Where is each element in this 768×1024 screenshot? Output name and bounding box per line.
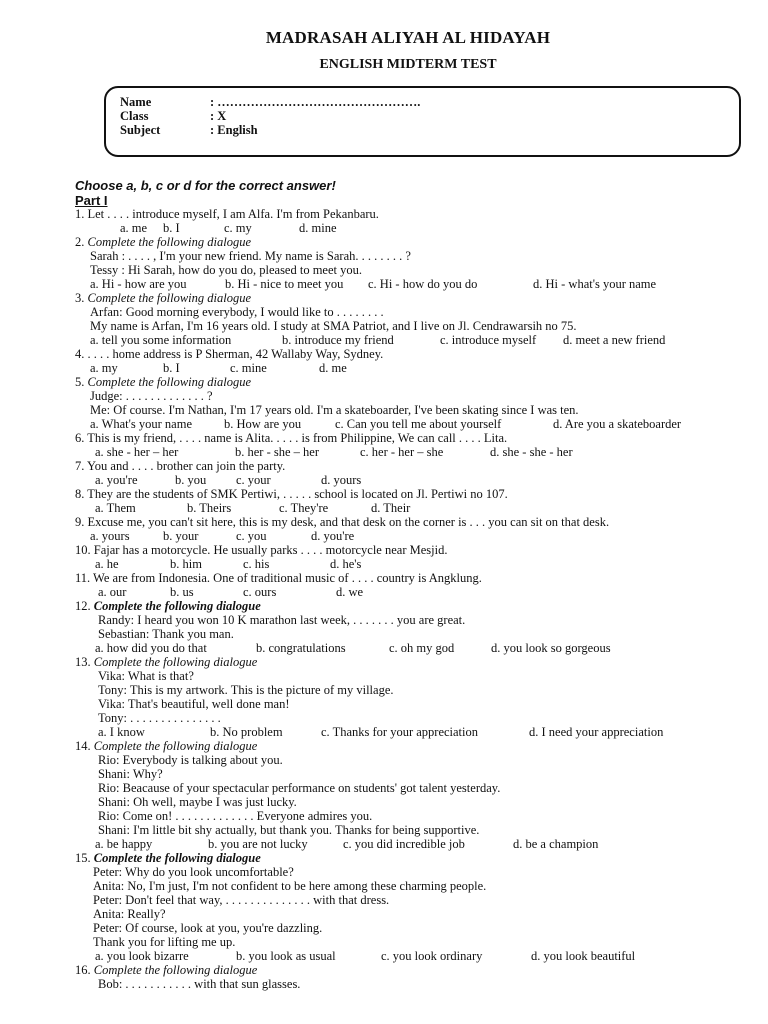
instruction-text: Choose a, b, c or d for the correct answer! (75, 178, 336, 193)
part-heading: Part I (75, 193, 108, 208)
question-number: 14. (75, 739, 94, 753)
answer-option[interactable]: c. Thanks for your appreciation (321, 725, 479, 739)
question-number: 15. (75, 851, 94, 865)
question-text: Rio: Come on! . . . . . . . . . . . . . Everyone admires you. (98, 809, 373, 823)
answer-option[interactable]: d. I need your appreciation (529, 725, 664, 739)
answer-option[interactable]: a. tell you some information (90, 333, 232, 347)
answer-option[interactable]: a. I know (98, 725, 145, 739)
answer-options (0, 473, 768, 487)
answer-option[interactable]: a. my (90, 361, 118, 375)
question-heading (75, 963, 257, 977)
question-number: 5. (75, 375, 88, 389)
question-text: Shani: Oh well, maybe I was just lucky. (98, 795, 297, 809)
answer-option[interactable]: c. his (243, 557, 270, 571)
question-heading (75, 655, 257, 669)
answer-option[interactable]: a. What's your name (90, 417, 192, 431)
answer-option[interactable]: b. Theirs (187, 501, 232, 515)
question-instruction: Complete the following dialogue (93, 963, 258, 977)
answer-options (0, 221, 768, 235)
answer-option[interactable]: d. you look beautiful (531, 949, 636, 963)
answer-option[interactable]: a. Hi - how are you (90, 277, 187, 291)
question-text: Rio: Everybody is talking about you. (98, 753, 283, 767)
answer-option[interactable]: a. he (95, 557, 119, 571)
answer-option[interactable]: d. Their (371, 501, 411, 515)
question-instruction: Complete the following dialogue (87, 375, 252, 389)
school-title: MADRASAH ALIYAH AL HIDAYAH (265, 28, 551, 47)
question-text: Sarah : . . . . , I'm your new friend. My name is Sarah. . . . . . . . ? (90, 249, 411, 263)
question-heading (75, 375, 251, 389)
question-text: 9. Excuse me, you can't sit here, this is my desk, and that desk on the corner is . . . you can sit on that desk. (75, 515, 610, 529)
answer-options (0, 949, 768, 963)
answer-option[interactable]: b. introduce my friend (282, 333, 394, 347)
answer-options (0, 529, 768, 543)
question-instruction: Complete the following dialogue (87, 291, 252, 305)
question-text: 4. . . . . home address is P Sherman, 42 Wallaby Way, Sydney. (75, 347, 384, 361)
answer-option[interactable]: b. How are you (224, 417, 302, 431)
question-text: Shani: I'm little bit shy actually, but thank you. Thanks for being supportive. (98, 823, 480, 837)
answer-option[interactable]: d. she - she - her (490, 445, 573, 459)
name-label: Name (120, 95, 152, 109)
question-text: 6. This is my friend, . . . . name is Alita. . . . . is from Philippine, We can call . . . . Lita. (75, 431, 508, 445)
answer-option[interactable]: b. your (163, 529, 199, 543)
answer-option[interactable]: d. he's (330, 557, 362, 571)
answer-option[interactable]: d. me (319, 361, 347, 375)
answer-option[interactable]: a. how did you do that (95, 641, 207, 655)
answer-option[interactable]: b. you look as usual (236, 949, 336, 963)
question-text: Arfan: Good morning everybody, I would like to . . . . . . . . (90, 305, 384, 319)
question-number: 12. (75, 599, 94, 613)
question-text: Anita: Really? (93, 907, 166, 921)
answer-option[interactable]: a. yours (90, 529, 130, 543)
answer-options (0, 725, 768, 739)
subject-label: Subject (120, 123, 161, 137)
test-title: ENGLISH MIDTERM TEST (319, 57, 497, 72)
answer-options (0, 585, 768, 599)
answer-option[interactable]: a. she - her – her (95, 445, 179, 459)
answer-option[interactable]: b. you are not lucky (208, 837, 308, 851)
question-text: Rio: Beacause of your spectacular performance on students' got talent yesterday. (98, 781, 501, 795)
question-heading (75, 851, 261, 865)
question-text: 8. They are the students of SMK Pertiwi, . . . . . school is located on Jl. Pertiwi no 107. (75, 487, 508, 501)
answer-options (0, 557, 768, 571)
answer-option[interactable]: c. Can you tell me about yourself (335, 417, 502, 431)
answer-options (0, 501, 768, 515)
answer-options (0, 417, 768, 431)
question-text: Tessy : Hi Sarah, how do you do, pleased to meet you. (90, 263, 362, 277)
class-label: Class (120, 109, 149, 123)
answer-option[interactable]: c. ours (243, 585, 277, 599)
question-text: Peter: Why do you look uncomfortable? (93, 865, 294, 879)
answer-option[interactable]: c. you (236, 529, 267, 543)
question-text: Peter: Of course, look at you, you're dazzling. (93, 921, 323, 935)
question-heading (75, 599, 261, 613)
question-number: 16. (75, 963, 94, 977)
question-instruction: Complete the following dialogue (87, 235, 252, 249)
question-number: 2. (75, 235, 88, 249)
answer-option[interactable]: b. No problem (210, 725, 283, 739)
question-text: Vika: What is that? (98, 669, 194, 683)
question-text: Peter: Don't feel that way, . . . . . . . . . . . . . . with that dress. (93, 893, 390, 907)
question-text: Bob: . . . . . . . . . . . with that sun glasses. (98, 977, 301, 991)
answer-option[interactable]: a. be happy (95, 837, 153, 851)
answer-options (0, 445, 768, 459)
answer-options (0, 277, 768, 291)
question-text: Sebastian: Thank you man. (98, 627, 234, 641)
class-value: : X (210, 109, 227, 123)
question-text: Thank you for lifting me up. (93, 935, 236, 949)
question-heading (75, 739, 257, 753)
question-instruction: Complete the following dialogue (93, 599, 261, 613)
answer-option[interactable]: d. be a champion (513, 837, 599, 851)
question-instruction: Complete the following dialogue (93, 739, 258, 753)
question-text: 7. You and . . . . brother can join the party. (75, 459, 286, 473)
answer-option[interactable]: a. Them (95, 501, 136, 515)
answer-option[interactable]: b. you (175, 473, 207, 487)
answer-option[interactable]: c. you did incredible job (343, 837, 465, 851)
question-instruction: Complete the following dialogue (93, 655, 258, 669)
question-text: Tony: . . . . . . . . . . . . . . . (98, 711, 221, 725)
answer-option[interactable]: d. you look so gorgeous (491, 641, 611, 655)
answer-option[interactable]: c. oh my god (389, 641, 455, 655)
question-text: Judge: . . . . . . . . . . . . . ? (90, 389, 213, 403)
student-identity-box (104, 86, 741, 157)
answer-option[interactable]: c. introduce myself (440, 333, 537, 347)
question-text: Tony: This is my artwork. This is the picture of my village. (98, 683, 394, 697)
question-text: 10. Fajar has a motorcycle. He usually parks . . . . motorcycle near Mesjid. (75, 543, 448, 557)
answer-option[interactable]: c. my (224, 221, 252, 235)
answer-option[interactable]: c. They're (279, 501, 329, 515)
answer-options (0, 641, 768, 655)
answer-option[interactable]: a. me (120, 221, 148, 235)
question-text: 1. Let . . . . introduce myself, I am Alfa. I'm from Pekanbaru. (75, 207, 379, 221)
answer-option[interactable]: a. you look bizarre (95, 949, 189, 963)
question-text: My name is Arfan, I'm 16 years old. I study at SMA Patriot, and I live on Jl. Cendrawarsih no 75. (90, 319, 577, 333)
question-heading (75, 291, 251, 305)
answer-option[interactable]: c. Hi - how do you do (368, 277, 478, 291)
answer-option[interactable]: b. us (170, 585, 194, 599)
answer-option[interactable]: a. you're (95, 473, 138, 487)
question-text: Shani: Why? (98, 767, 163, 781)
answer-option[interactable]: d. we (336, 585, 364, 599)
question-number: 13. (75, 655, 94, 669)
question-text: Me: Of course. I'm Nathan, I'm 17 years old. I'm a skateboarder, I've been skating since I was ten. (90, 403, 579, 417)
answer-option[interactable]: b. him (170, 557, 202, 571)
answer-options (0, 333, 768, 347)
answer-option[interactable]: b. I (163, 361, 180, 375)
answer-option[interactable]: b. Hi - nice to meet you (225, 277, 344, 291)
question-heading (75, 235, 251, 249)
question-number: 3. (75, 291, 88, 305)
answer-option[interactable]: d. mine (299, 221, 337, 235)
answer-option[interactable]: c. her - her – she (360, 445, 444, 459)
answer-option[interactable]: c. mine (230, 361, 267, 375)
answer-option[interactable]: b. her - she – her (235, 445, 319, 459)
answer-options (0, 361, 768, 375)
question-text: Anita: No, I'm just, I'm not confident to be here among these charming people. (93, 879, 487, 893)
question-instruction: Complete the following dialogue (93, 851, 261, 865)
answer-option[interactable]: d. Are you a skateboarder (553, 417, 682, 431)
answer-option[interactable]: d. meet a new friend (563, 333, 666, 347)
answer-option[interactable]: d. you're (311, 529, 355, 543)
answer-option[interactable]: c. your (236, 473, 271, 487)
answer-option[interactable]: d. yours (321, 473, 362, 487)
answer-options (0, 837, 768, 851)
subject-value: : English (210, 123, 258, 137)
answer-option[interactable]: b. congratulations (256, 641, 346, 655)
answer-option[interactable]: a. our (98, 585, 127, 599)
question-text: 11. We are from Indonesia. One of traditional music of . . . . country is Angklung. (75, 571, 482, 585)
question-text: Vika: That's beautiful, well done man! (98, 697, 290, 711)
answer-option[interactable]: b. I (163, 221, 180, 235)
answer-option[interactable]: d. Hi - what's your name (533, 277, 657, 291)
answer-option[interactable]: c. you look ordinary (381, 949, 483, 963)
name-field[interactable]: : …………………………………………. (210, 95, 421, 109)
question-text: Randy: I heard you won 10 K marathon last week, . . . . . . . you are great. (98, 613, 466, 627)
